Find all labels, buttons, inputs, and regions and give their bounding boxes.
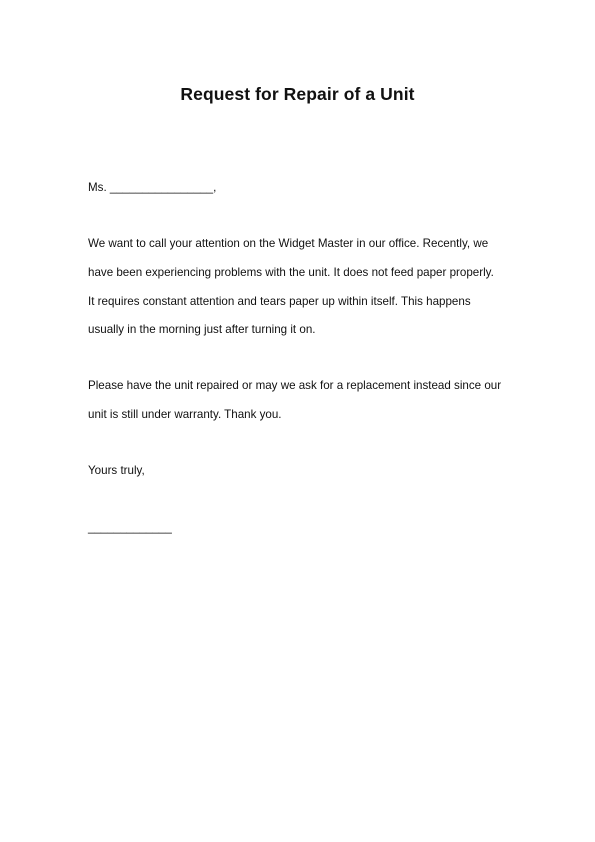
paragraph-2-line-2: unit is still under warranty. Thank you. — [88, 408, 282, 421]
paragraph-1-line-2: have been experiencing problems with the unit. It does not feed paper properly. — [88, 266, 494, 279]
signature-line: _____________ — [88, 521, 172, 534]
paragraph-2-line-1: Please have the unit repaired or may we ask for a replacement instead since our — [88, 379, 502, 392]
document-title: Request for Repair of a Unit — [180, 84, 415, 104]
paragraph-1-line-4: usually in the morning just after turning it on. — [88, 323, 316, 336]
paragraph-1-line-3: It requires constant attention and tears paper up within itself. This happens — [88, 295, 471, 308]
paragraph-1-line-1: We want to call your attention on the Widget Master in our office. Recently, we — [88, 237, 489, 250]
closing: Yours truly, — [88, 464, 145, 477]
salutation: Ms. ________________, — [88, 181, 217, 194]
